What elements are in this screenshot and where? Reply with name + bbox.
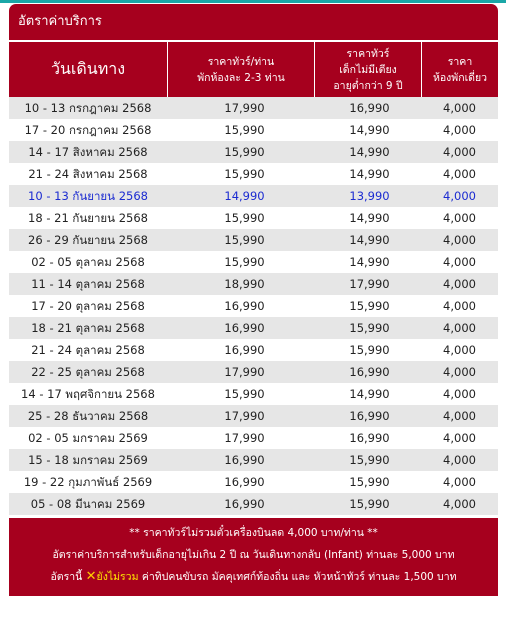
cell-child-price: 14,990 bbox=[349, 387, 390, 401]
cell-date: 18 - 21 กันยายน 2568 bbox=[28, 211, 148, 225]
table-row bbox=[9, 405, 498, 427]
cell-date: 21 - 24 ตุลาคม 2568 bbox=[31, 343, 145, 357]
cell-single-room: 4,000 bbox=[443, 387, 476, 401]
cell-child-price: 14,990 bbox=[349, 123, 390, 137]
cell-single-room: 4,000 bbox=[443, 431, 476, 445]
cell-date: 11 - 14 ตุลาคม 2568 bbox=[31, 277, 145, 291]
cell-adult-price: 18,990 bbox=[224, 277, 265, 291]
cell-adult-price: 17,990 bbox=[224, 409, 265, 423]
table-header bbox=[9, 42, 498, 97]
cell-single-room: 4,000 bbox=[443, 343, 476, 357]
table-row bbox=[9, 185, 498, 207]
cell-single-room: 4,000 bbox=[443, 475, 476, 489]
cell-date: 02 - 05 มกราคม 2569 bbox=[28, 431, 148, 445]
cell-adult-price: 16,990 bbox=[224, 497, 265, 511]
cell-single-room: 4,000 bbox=[443, 145, 476, 159]
cell-date: 02 - 05 ตุลาคม 2568 bbox=[31, 255, 145, 269]
table-row bbox=[9, 493, 498, 515]
cell-date: 10 - 13 กรกฎาคม 2568 bbox=[24, 101, 152, 115]
cell-date: 26 - 29 กันยายน 2568 bbox=[28, 233, 148, 247]
cell-single-room: 4,000 bbox=[443, 101, 476, 115]
cell-adult-price: 15,990 bbox=[224, 167, 265, 181]
table-title: อัตราค่าบริการ bbox=[9, 4, 498, 40]
cell-single-room: 4,000 bbox=[443, 277, 476, 291]
table-row bbox=[9, 251, 498, 273]
cell-child-price: 14,990 bbox=[349, 167, 390, 181]
cell-date: 18 - 21 ตุลาคม 2568 bbox=[31, 321, 145, 335]
cell-adult-price: 15,990 bbox=[224, 123, 265, 137]
cell-child-price: 16,990 bbox=[349, 409, 390, 423]
cell-adult-price: 15,990 bbox=[224, 211, 265, 225]
cell-date: 05 - 08 มีนาคม 2569 bbox=[30, 497, 146, 511]
cell-adult-price: 16,990 bbox=[224, 321, 265, 335]
cell-single-room: 4,000 bbox=[443, 123, 476, 137]
cell-date: 17 - 20 กรกฎาคม 2568 bbox=[24, 123, 152, 137]
table-row bbox=[9, 141, 498, 163]
table-body bbox=[9, 97, 498, 515]
footer-note-2: อัตราค่าบริการสำหรับเด็กอายุไม่เกิน 2 ปี ณ วันเดินทางกลับ (Infant) ท่านละ 5,000 บาท bbox=[52, 549, 455, 561]
cell-child-price: 15,990 bbox=[349, 343, 390, 357]
table-row bbox=[9, 427, 498, 449]
cell-date: 21 - 24 สิงหาคม 2568 bbox=[28, 167, 148, 181]
cell-child-price: 16,990 bbox=[349, 101, 390, 115]
cell-child-price: 15,990 bbox=[349, 497, 390, 511]
cell-single-room: 4,000 bbox=[443, 409, 476, 423]
cell-single-room: 4,000 bbox=[443, 255, 476, 269]
table-row bbox=[9, 207, 498, 229]
header-single-room: ราคา ห้องพักเดี่ยว bbox=[421, 42, 498, 97]
cell-date: 14 - 17 พฤศจิกายน 2568 bbox=[21, 387, 155, 401]
table-row bbox=[9, 383, 498, 405]
cell-single-room: 4,000 bbox=[443, 453, 476, 467]
cell-adult-price: 15,990 bbox=[224, 255, 265, 269]
cell-adult-price: 17,990 bbox=[224, 431, 265, 445]
table-footer bbox=[9, 518, 498, 596]
cell-single-room: 4,000 bbox=[443, 167, 476, 181]
cell-date: 17 - 20 ตุลาคม 2568 bbox=[31, 299, 145, 313]
cell-single-room: 4,000 bbox=[443, 321, 476, 335]
cell-date: 14 - 17 สิงหาคม 2568 bbox=[28, 145, 148, 159]
table-row bbox=[9, 163, 498, 185]
table-row bbox=[9, 449, 498, 471]
cell-single-room: 4,000 bbox=[443, 299, 476, 313]
cell-adult-price: 14,990 bbox=[224, 189, 265, 203]
cell-adult-price: 16,990 bbox=[224, 453, 265, 467]
cell-child-price: 17,990 bbox=[349, 277, 390, 291]
cell-single-room: 4,000 bbox=[443, 497, 476, 511]
cell-adult-price: 16,990 bbox=[224, 299, 265, 313]
cell-child-price: 14,990 bbox=[349, 233, 390, 247]
cell-adult-price: 17,990 bbox=[224, 365, 265, 379]
table-row bbox=[9, 97, 498, 119]
cell-child-price: 16,990 bbox=[349, 431, 390, 445]
cell-child-price: 15,990 bbox=[349, 299, 390, 313]
table-row bbox=[9, 339, 498, 361]
footer-highlight: ยังไม่รวม bbox=[96, 571, 139, 583]
table-row bbox=[9, 229, 498, 251]
table-row bbox=[9, 119, 498, 141]
cell-date: 15 - 18 มกราคม 2569 bbox=[28, 453, 148, 467]
table-row bbox=[9, 471, 498, 493]
table-row bbox=[9, 295, 498, 317]
cell-date: 10 - 13 กันยายน 2568 bbox=[28, 189, 148, 203]
cell-child-price: 14,990 bbox=[349, 255, 390, 269]
cell-child-price: 14,990 bbox=[349, 211, 390, 225]
cell-date: 22 - 25 ตุลาคม 2568 bbox=[31, 365, 145, 379]
header-child-price: ราคาทัวร์ เด็กไม่มีเตียง อายุต่ำกว่า 9 ปี bbox=[314, 42, 421, 97]
cell-adult-price: 16,990 bbox=[224, 343, 265, 357]
cell-single-room: 4,000 bbox=[443, 211, 476, 225]
cell-child-price: 13,990 bbox=[349, 189, 390, 203]
footer-note-3: อัตรานี้ ✕ยังไม่รวม ค่าทิปคนขับรถ มัคคุเทศก์ท้องถิ่น และ หัวหน้าทัวร์ ท่านละ 1,500 บาท bbox=[50, 569, 457, 584]
cell-single-room: 4,000 bbox=[443, 189, 476, 203]
top-accent-line bbox=[0, 0, 506, 3]
cell-date: 19 - 22 กุมภาพันธ์ 2569 bbox=[23, 475, 153, 489]
cell-single-room: 4,000 bbox=[443, 233, 476, 247]
cell-child-price: 15,990 bbox=[349, 321, 390, 335]
cell-child-price: 16,990 bbox=[349, 365, 390, 379]
cell-adult-price: 16,990 bbox=[224, 475, 265, 489]
table-row bbox=[9, 317, 498, 339]
cell-single-room: 4,000 bbox=[443, 365, 476, 379]
price-table bbox=[9, 4, 498, 596]
header-adult-price: ราคาทัวร์/ท่าน พักห้องละ 2-3 ท่าน bbox=[167, 42, 314, 97]
cell-adult-price: 15,990 bbox=[224, 387, 265, 401]
cell-adult-price: 17,990 bbox=[224, 101, 265, 115]
cell-child-price: 15,990 bbox=[349, 453, 390, 467]
header-travel-date: วันเดินทาง bbox=[50, 59, 126, 78]
table-row bbox=[9, 273, 498, 295]
cell-adult-price: 15,990 bbox=[224, 233, 265, 247]
table-row bbox=[9, 361, 498, 383]
cell-child-price: 15,990 bbox=[349, 475, 390, 489]
cell-child-price: 14,990 bbox=[349, 145, 390, 159]
footer-note-1: ** ราคาทัวร์ไม่รวมตั๋วเครื่องบินลด 4,000 บาท/ท่าน ** bbox=[129, 527, 378, 539]
cell-adult-price: 15,990 bbox=[224, 145, 265, 159]
cell-date: 25 - 28 ธันวาคม 2568 bbox=[27, 409, 149, 423]
cross-icon: ✕ bbox=[85, 569, 97, 584]
